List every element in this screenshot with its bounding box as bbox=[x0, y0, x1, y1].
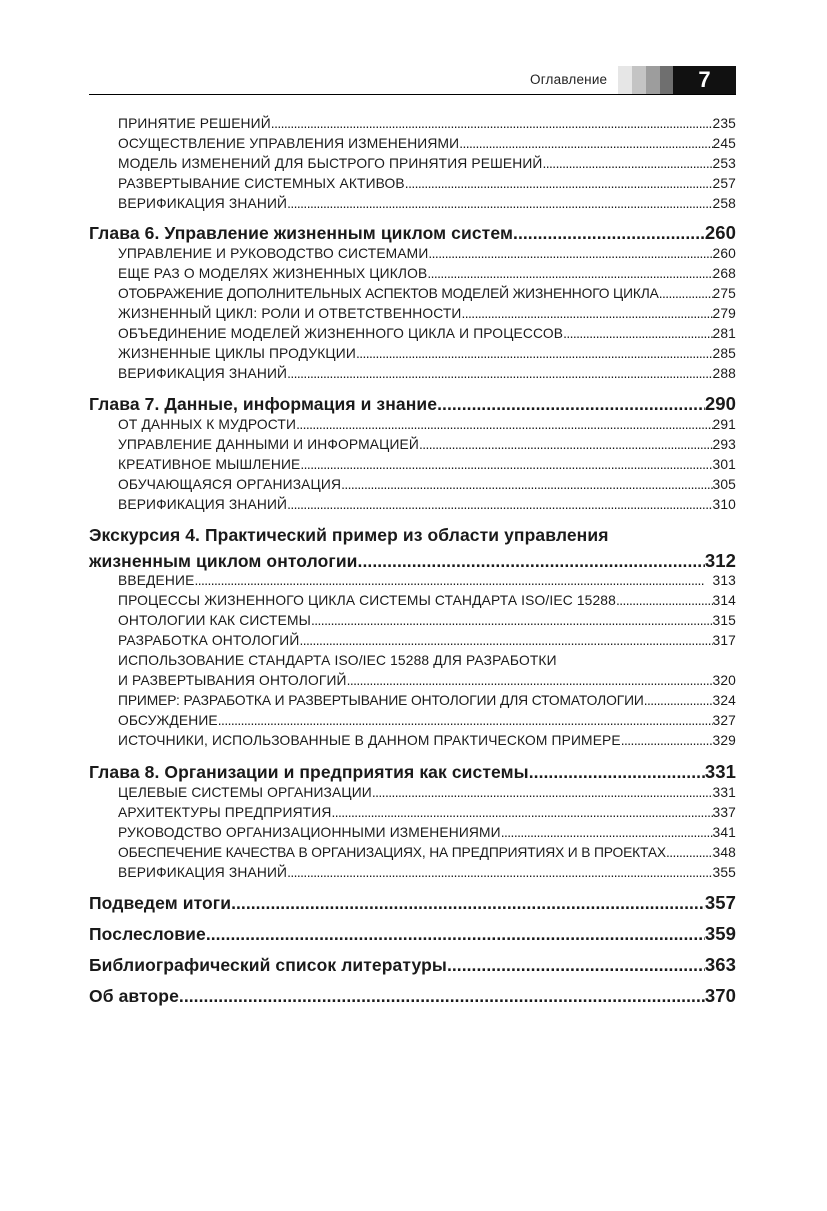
toc-entry-page: 331 bbox=[712, 785, 736, 800]
excursion-page: 312 bbox=[704, 550, 736, 571]
leader-dots bbox=[419, 437, 713, 452]
leader-dots bbox=[271, 116, 713, 131]
toc-endmatter[interactable] bbox=[89, 892, 736, 918]
leader-dots bbox=[347, 673, 713, 688]
toc-entry-page: 260 bbox=[712, 246, 736, 261]
leader-dots bbox=[427, 266, 712, 281]
leader-dots bbox=[287, 196, 712, 211]
leader-dots bbox=[659, 286, 713, 301]
toc-entry-title: ВЕРИФИКАЦИЯ ЗНАНИЙ bbox=[118, 865, 288, 880]
toc-entry[interactable] bbox=[118, 805, 736, 825]
leader-dots bbox=[447, 955, 705, 976]
leader-dots bbox=[501, 825, 713, 840]
toc-entry-title: МОДЕЛЬ ИЗМЕНЕНИЙ ДЛЯ БЫСТРОГО ПРИНЯТИЯ РЕШЕНИЙ bbox=[118, 156, 543, 171]
leader-dots bbox=[231, 893, 705, 914]
toc-entry-page: 301 bbox=[712, 457, 736, 472]
toc-entry-page: 291 bbox=[712, 417, 736, 432]
chapter-title: Глава 8. Организации и предприятия как системы bbox=[89, 762, 529, 782]
leader-dots bbox=[459, 136, 712, 151]
toc-entry[interactable] bbox=[118, 196, 736, 216]
toc-entry-page: 348 bbox=[712, 845, 736, 860]
chapter-title: Глава 6. Управление жизненным циклом систем bbox=[89, 223, 514, 243]
toc-entry[interactable] bbox=[118, 477, 736, 497]
toc-entry-title: ОТ ДАННЫХ К МУДРОСТИ bbox=[118, 417, 297, 432]
leader-dots bbox=[543, 156, 713, 171]
leader-dots bbox=[296, 417, 712, 432]
leader-dots bbox=[311, 613, 713, 628]
toc-entry-page: 314 bbox=[712, 593, 736, 608]
leader-dots bbox=[372, 785, 713, 800]
toc-entry-title: УПРАВЛЕНИЕ ДАННЫМИ И ИНФОРМАЦИЕЙ bbox=[118, 437, 419, 452]
toc-entry[interactable] bbox=[118, 457, 736, 477]
toc-entry[interactable] bbox=[118, 613, 736, 633]
toc-entry-page: 281 bbox=[712, 326, 736, 341]
toc-entry[interactable] bbox=[118, 785, 736, 805]
toc-entry[interactable] bbox=[118, 156, 736, 176]
toc-entry[interactable] bbox=[118, 116, 736, 136]
toc-entry-page: 341 bbox=[712, 825, 736, 840]
toc-entry[interactable] bbox=[118, 286, 736, 306]
toc-endmatter[interactable] bbox=[89, 923, 736, 949]
toc-entry-page: 285 bbox=[712, 346, 736, 361]
toc-entry-page: 317 bbox=[712, 633, 736, 648]
toc-entry[interactable] bbox=[118, 417, 736, 437]
toc-entry-page: 279 bbox=[712, 306, 736, 321]
toc-entry[interactable] bbox=[118, 346, 736, 366]
toc-entry[interactable] bbox=[118, 497, 736, 517]
toc-entry-title: ВЕРИФИКАЦИЯ ЗНАНИЙ bbox=[118, 366, 288, 381]
toc-entry-title: ОБУЧАЮЩАЯСЯ ОРГАНИЗАЦИЯ bbox=[118, 477, 342, 492]
toc-entry-title: ЦЕЛЕВЫЕ СИСТЕМЫ ОРГАНИЗАЦИИ bbox=[118, 785, 372, 800]
toc-entry[interactable] bbox=[118, 633, 736, 653]
chapter-page: 290 bbox=[704, 393, 736, 414]
leader-dots bbox=[299, 633, 712, 648]
toc-entry[interactable] bbox=[118, 693, 736, 713]
toc-entry-page: 313 bbox=[712, 573, 736, 588]
leader-dots bbox=[616, 593, 713, 608]
toc-entry[interactable] bbox=[118, 673, 736, 693]
leader-dots bbox=[356, 346, 713, 361]
toc-entry-title: ВВЕДЕНИЕ bbox=[118, 573, 195, 588]
endmatter-page: 370 bbox=[704, 985, 736, 1006]
leader-dots bbox=[513, 223, 705, 244]
toc-entry-title: ОБЕСПЕЧЕНИЕ КАЧЕСТВА В ОРГАНИЗАЦИЯХ, НА ПРЕДПРИЯТИЯХ И В ПРОЕКТАХ bbox=[118, 845, 666, 860]
endmatter-title: Подведем итоги bbox=[89, 893, 232, 913]
endmatter-title: Послесловие bbox=[89, 924, 206, 944]
toc-entry[interactable] bbox=[118, 266, 736, 286]
toc-entry[interactable] bbox=[118, 246, 736, 266]
toc-entry-page: 337 bbox=[712, 805, 736, 820]
toc-entry-page: 320 bbox=[712, 673, 736, 688]
endmatter-title: Библиографический список литературы bbox=[89, 955, 447, 975]
toc-entry-title: КРЕАТИВНОЕ МЫШЛЕНИЕ bbox=[118, 457, 301, 472]
toc-entry-title: ОБСУЖДЕНИЕ bbox=[118, 713, 218, 728]
header-bar bbox=[646, 66, 660, 94]
toc-entry[interactable] bbox=[118, 845, 736, 865]
leader-dots bbox=[666, 845, 713, 860]
toc-entry-title: ОБЪЕДИНЕНИЕ МОДЕЛЕЙ ЖИЗНЕННОГО ЦИКЛА И ПРОЦЕССОВ bbox=[118, 326, 564, 341]
toc-entry[interactable] bbox=[118, 306, 736, 326]
toc-entry[interactable] bbox=[118, 713, 736, 733]
leader-dots bbox=[206, 924, 705, 945]
toc-entry[interactable] bbox=[118, 593, 736, 613]
toc-entry-page: 235 bbox=[712, 116, 736, 131]
toc-entry[interactable] bbox=[118, 733, 736, 753]
header-bar bbox=[632, 66, 646, 94]
toc-entry[interactable] bbox=[118, 136, 736, 156]
toc-chapter-7[interactable] bbox=[89, 393, 736, 419]
toc-entry[interactable] bbox=[118, 326, 736, 346]
chapter-title: Глава 7. Данные, информация и знание bbox=[89, 394, 438, 414]
toc-entry-page: 258 bbox=[712, 196, 736, 211]
header-gradient-bars bbox=[618, 66, 674, 94]
toc-entry-title: РАЗВЕРТЫВАНИЕ СИСТЕМНЫХ АКТИВОВ bbox=[118, 176, 405, 191]
toc-entry-page: 275 bbox=[712, 286, 736, 301]
toc-entry-page: 329 bbox=[712, 733, 736, 748]
header-bar bbox=[660, 66, 674, 94]
leader-dots bbox=[218, 713, 713, 728]
toc-entry-title: ОСУЩЕСТВЛЕНИЕ УПРАВЛЕНИЯ ИЗМЕНЕНИЯМИ bbox=[118, 136, 460, 151]
toc-entry-title: РАЗРАБОТКА ОНТОЛОГИЙ bbox=[118, 633, 300, 648]
toc-entry-title: ПРОЦЕССЫ ЖИЗНЕННОГО ЦИКЛА СИСТЕМЫ СТАНДАРТА ISO/IEC 15288 bbox=[118, 593, 616, 608]
page-number: 7 bbox=[673, 66, 736, 94]
endmatter-page: 359 bbox=[704, 923, 736, 944]
toc-entry-title: ЕЩЕ РАЗ О МОДЕЛЯХ ЖИЗНЕННЫХ ЦИКЛОВ bbox=[118, 266, 428, 281]
toc-entry[interactable] bbox=[118, 825, 736, 845]
toc-entry-page: 253 bbox=[712, 156, 736, 171]
toc-entry-page: 293 bbox=[712, 437, 736, 452]
toc-entry-title: ИСТОЧНИКИ, ИСПОЛЬЗОВАННЫЕ В ДАННОМ ПРАКТИЧЕСКОМ ПРИМЕРЕ bbox=[118, 733, 621, 748]
toc-entry-title-line1[interactable]: ИСПОЛЬЗОВАНИЕ СТАНДАРТА ISO/IEC 15288 ДЛЯ РАЗРАБОТКИ bbox=[118, 653, 557, 668]
toc-entry-page: 288 bbox=[712, 366, 736, 381]
endmatter-page: 357 bbox=[704, 892, 736, 913]
excursion-title-line2: жизненным циклом онтологии bbox=[89, 551, 358, 571]
header-bar bbox=[618, 66, 632, 94]
leader-dots bbox=[300, 457, 712, 472]
toc-entry-page: 315 bbox=[712, 613, 736, 628]
leader-dots bbox=[437, 394, 705, 415]
toc-entry-page: 355 bbox=[712, 865, 736, 880]
leader-dots bbox=[428, 246, 712, 261]
toc-entry-title: УПРАВЛЕНИЕ И РУКОВОДСТВО СИСТЕМАМИ bbox=[118, 246, 429, 261]
header-rule bbox=[89, 94, 736, 95]
leader-dots bbox=[194, 573, 712, 588]
leader-dots bbox=[358, 551, 705, 572]
toc-entry-page: 327 bbox=[712, 713, 736, 728]
leader-dots bbox=[287, 865, 712, 880]
leader-dots bbox=[179, 986, 705, 1007]
leader-dots bbox=[331, 805, 712, 820]
leader-dots bbox=[341, 477, 712, 492]
toc-entry[interactable] bbox=[118, 366, 736, 386]
toc-entry-title: ЖИЗНЕННЫЙ ЦИКЛ: РОЛИ И ОТВЕТСТВЕННОСТИ bbox=[118, 306, 462, 321]
toc-entry-title: ПРИНЯТИЕ РЕШЕНИЙ bbox=[118, 116, 271, 131]
chapter-page: 331 bbox=[704, 761, 736, 782]
toc-entry-page: 268 bbox=[712, 266, 736, 281]
leader-dots bbox=[287, 366, 712, 381]
leader-dots bbox=[405, 176, 713, 191]
endmatter-title: Об авторе bbox=[89, 986, 179, 1006]
toc-entry-title: РУКОВОДСТВО ОРГАНИЗАЦИОННЫМИ ИЗМЕНЕНИЯМИ bbox=[118, 825, 501, 840]
toc-entry-title: ВЕРИФИКАЦИЯ ЗНАНИЙ bbox=[118, 196, 288, 211]
chapter-page: 260 bbox=[704, 222, 736, 243]
leader-dots bbox=[462, 306, 713, 321]
toc-entry-page: 305 bbox=[712, 477, 736, 492]
toc-entry-title: ЖИЗНЕННЫЕ ЦИКЛЫ ПРОДУКЦИИ bbox=[118, 346, 356, 361]
toc-entry-page: 257 bbox=[712, 176, 736, 191]
leader-dots bbox=[529, 762, 705, 783]
toc-entry[interactable] bbox=[118, 437, 736, 457]
leader-dots bbox=[287, 497, 712, 512]
toc-excursion-4-title-line1[interactable]: Экскурсия 4. Практический пример из области управления bbox=[89, 525, 609, 545]
leader-dots bbox=[644, 693, 713, 708]
toc-entry-title-line2: И РАЗВЕРТЫВАНИЯ ОНТОЛОГИЙ bbox=[118, 673, 347, 688]
running-header-label: Оглавление bbox=[530, 72, 608, 87]
toc-entry-title: ОТОБРАЖЕНИЕ ДОПОЛНИТЕЛЬНЫХ АСПЕКТОВ МОДЕЛЕЙ ЖИЗНЕННОГО ЦИКЛА bbox=[118, 286, 659, 301]
toc-entry[interactable] bbox=[118, 176, 736, 196]
endmatter-page: 363 bbox=[704, 954, 736, 975]
toc-entry-page: 324 bbox=[712, 693, 736, 708]
toc-entry-title: ПРИМЕР: РАЗРАБОТКА И РАЗВЕРТЫВАНИЕ ОНТОЛОГИИ ДЛЯ СТОМАТОЛОГИИ bbox=[118, 693, 644, 708]
leader-dots bbox=[563, 326, 712, 341]
toc-chapter-8[interactable] bbox=[89, 761, 736, 787]
toc-entry-page: 245 bbox=[712, 136, 736, 151]
toc-entry-title: ВЕРИФИКАЦИЯ ЗНАНИЙ bbox=[118, 497, 288, 512]
toc-chapter-6[interactable] bbox=[89, 222, 736, 248]
toc-endmatter[interactable] bbox=[89, 985, 736, 1011]
toc-entry-page: 310 bbox=[712, 497, 736, 512]
toc-entry-title: ОНТОЛОГИИ КАК СИСТЕМЫ bbox=[118, 613, 311, 628]
leader-dots bbox=[621, 733, 713, 748]
toc-entry[interactable] bbox=[118, 573, 736, 593]
toc-entry-title: АРХИТЕКТУРЫ ПРЕДПРИЯТИЯ bbox=[118, 805, 332, 820]
toc-endmatter[interactable] bbox=[89, 954, 736, 980]
toc-entry[interactable] bbox=[118, 865, 736, 885]
